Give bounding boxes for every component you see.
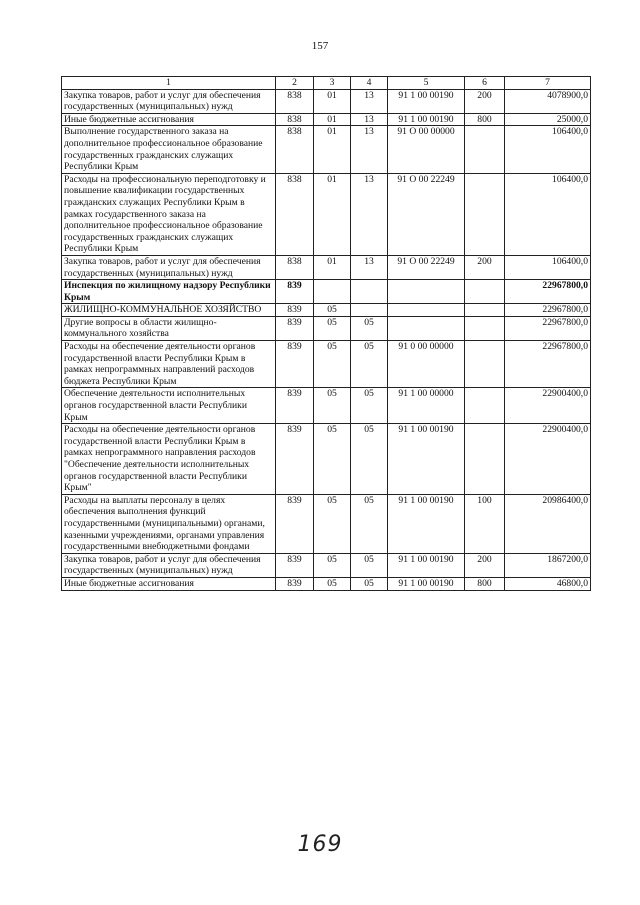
expense-type: 800 (465, 113, 505, 126)
section-code: 01 (314, 126, 351, 173)
ministry-code: 838 (276, 126, 314, 173)
target-article: 91 О 00 22249 (388, 255, 465, 279)
row-name: Расходы на профессиональную переподготовку и повышение квалификации государственных гражданских служащих Республики Крым в рамках государственного заказа на дополнительное профессиональное образование государственных гражданских служащих Республики Крым (62, 173, 276, 255)
ministry-code: 838 (276, 113, 314, 126)
expense-type: 100 (465, 494, 505, 553)
ministry-code: 838 (276, 173, 314, 255)
row-name: Закупка товаров, работ и услуг для обеспечения государственных (муниципальных) нужд (62, 255, 276, 279)
amount: 106400,0 (505, 126, 591, 173)
row-name: Закупка товаров, работ и услуг для обеспечения государственных (муниципальных) нужд (62, 553, 276, 577)
table-row (62, 388, 591, 424)
target-article (388, 304, 465, 317)
section-code: 05 (314, 388, 351, 424)
subsection-code: 13 (351, 255, 388, 279)
section-code: 01 (314, 89, 351, 113)
row-name: Расходы на обеспечение деятельности органов государственной власти Республики Крым в рамках непрограммных направлений расходов бюджета Республики Крым (62, 341, 276, 388)
expense-type (465, 304, 505, 317)
subsection-code: 05 (351, 553, 388, 577)
handwritten-page-stamp: 169 (297, 832, 343, 857)
col-header-4: 4 (351, 77, 388, 90)
target-article: 91 1 00 00190 (388, 89, 465, 113)
table-row (62, 304, 591, 317)
ministry-code: 839 (276, 494, 314, 553)
table-row (62, 280, 591, 304)
target-article: 91 О 00 22249 (388, 173, 465, 255)
ministry-code: 839 (276, 280, 314, 304)
target-article: 91 1 00 00190 (388, 577, 465, 590)
amount: 106400,0 (505, 255, 591, 279)
target-article: 91 1 00 00190 (388, 424, 465, 495)
amount: 46800,0 (505, 577, 591, 590)
expense-type (465, 424, 505, 495)
row-name: Инспекция по жилищному надзору Республики Крым (62, 280, 276, 304)
expense-type: 200 (465, 553, 505, 577)
subsection-code: 13 (351, 89, 388, 113)
budget-table (61, 76, 591, 591)
table-row (62, 173, 591, 255)
ministry-code: 838 (276, 89, 314, 113)
section-code: 05 (314, 553, 351, 577)
section-code: 01 (314, 173, 351, 255)
target-article: 91 1 00 00190 (388, 494, 465, 553)
expense-type (465, 126, 505, 173)
expense-type (465, 173, 505, 255)
row-name: Обеспечение деятельности исполнительных органов государственной власти Республики Крым (62, 388, 276, 424)
amount: 4078900,0 (505, 89, 591, 113)
section-code (314, 280, 351, 304)
col-header-2: 2 (276, 77, 314, 90)
expense-type (465, 388, 505, 424)
row-name: Закупка товаров, работ и услуг для обеспечения государственных (муниципальных) нужд (62, 89, 276, 113)
amount: 22967800,0 (505, 341, 591, 388)
expense-type (465, 341, 505, 388)
section-code: 05 (314, 316, 351, 340)
table-row (62, 424, 591, 495)
table-row (62, 89, 591, 113)
row-name: Расходы на выплаты персоналу в целях обеспечения выполнения функций государственными (муниципальными) органами, казенными учреждениями, органами управления государственными внебюджетными фондами (62, 494, 276, 553)
target-article: 91 1 00 00000 (388, 388, 465, 424)
target-article: 91 0 00 00000 (388, 341, 465, 388)
subsection-code: 05 (351, 341, 388, 388)
expense-type (465, 280, 505, 304)
row-name: Другие вопросы в области жилищно-коммунального хозяйства (62, 316, 276, 340)
section-code: 01 (314, 255, 351, 279)
col-header-5: 5 (388, 77, 465, 90)
ministry-code: 839 (276, 316, 314, 340)
section-code: 05 (314, 494, 351, 553)
table-row (62, 113, 591, 126)
subsection-code (351, 280, 388, 304)
amount: 106400,0 (505, 173, 591, 255)
ministry-code: 839 (276, 304, 314, 317)
ministry-code: 839 (276, 424, 314, 495)
target-article: 91 О 00 00000 (388, 126, 465, 173)
amount: 1867200,0 (505, 553, 591, 577)
section-code: 01 (314, 113, 351, 126)
ministry-code: 839 (276, 577, 314, 590)
expense-type: 800 (465, 577, 505, 590)
target-article (388, 316, 465, 340)
page-number: 157 (311, 40, 329, 52)
ministry-code: 839 (276, 388, 314, 424)
row-name: Выполнение государственного заказа на дополнительное профессиональное образование государственных гражданских служащих Республики Крым (62, 126, 276, 173)
table-row (62, 316, 591, 340)
table-row (62, 494, 591, 553)
subsection-code: 05 (351, 316, 388, 340)
row-name: Иные бюджетные ассигнования (62, 577, 276, 590)
col-header-6: 6 (465, 77, 505, 90)
table-row (62, 553, 591, 577)
amount: 22967800,0 (505, 304, 591, 317)
ministry-code: 838 (276, 255, 314, 279)
table-row (62, 341, 591, 388)
row-name: Расходы на обеспечение деятельности органов государственной власти Республики Крым в рамках непрограммного направления расходов "Обеспечение деятельности исполнительных органов государственной власти Республики Крым" (62, 424, 276, 495)
amount: 20986400,0 (505, 494, 591, 553)
table-row (62, 126, 591, 173)
row-name: Иные бюджетные ассигнования (62, 113, 276, 126)
ministry-code: 839 (276, 341, 314, 388)
subsection-code (351, 304, 388, 317)
target-article: 91 1 00 00190 (388, 553, 465, 577)
expense-type (465, 316, 505, 340)
table-row (62, 577, 591, 590)
subsection-code: 05 (351, 424, 388, 495)
row-name: ЖИЛИЩНО-КОММУНАЛЬНОЕ ХОЗЯЙСТВО (62, 304, 276, 317)
ministry-code: 839 (276, 553, 314, 577)
section-code: 05 (314, 577, 351, 590)
subsection-code: 13 (351, 126, 388, 173)
subsection-code: 13 (351, 173, 388, 255)
section-code: 05 (314, 304, 351, 317)
amount: 22900400,0 (505, 424, 591, 495)
expense-type: 200 (465, 89, 505, 113)
section-code: 05 (314, 424, 351, 495)
subsection-code: 05 (351, 388, 388, 424)
amount: 22900400,0 (505, 388, 591, 424)
amount: 22967800,0 (505, 316, 591, 340)
amount: 22967800,0 (505, 280, 591, 304)
col-header-7: 7 (505, 77, 591, 90)
section-code: 05 (314, 341, 351, 388)
col-header-3: 3 (314, 77, 351, 90)
target-article (388, 280, 465, 304)
col-header-1: 1 (62, 77, 276, 90)
expense-type: 200 (465, 255, 505, 279)
table-row (62, 255, 591, 279)
subsection-code: 05 (351, 577, 388, 590)
subsection-code: 05 (351, 494, 388, 553)
target-article: 91 1 00 00190 (388, 113, 465, 126)
amount: 25000,0 (505, 113, 591, 126)
header-row (62, 77, 591, 90)
subsection-code: 13 (351, 113, 388, 126)
